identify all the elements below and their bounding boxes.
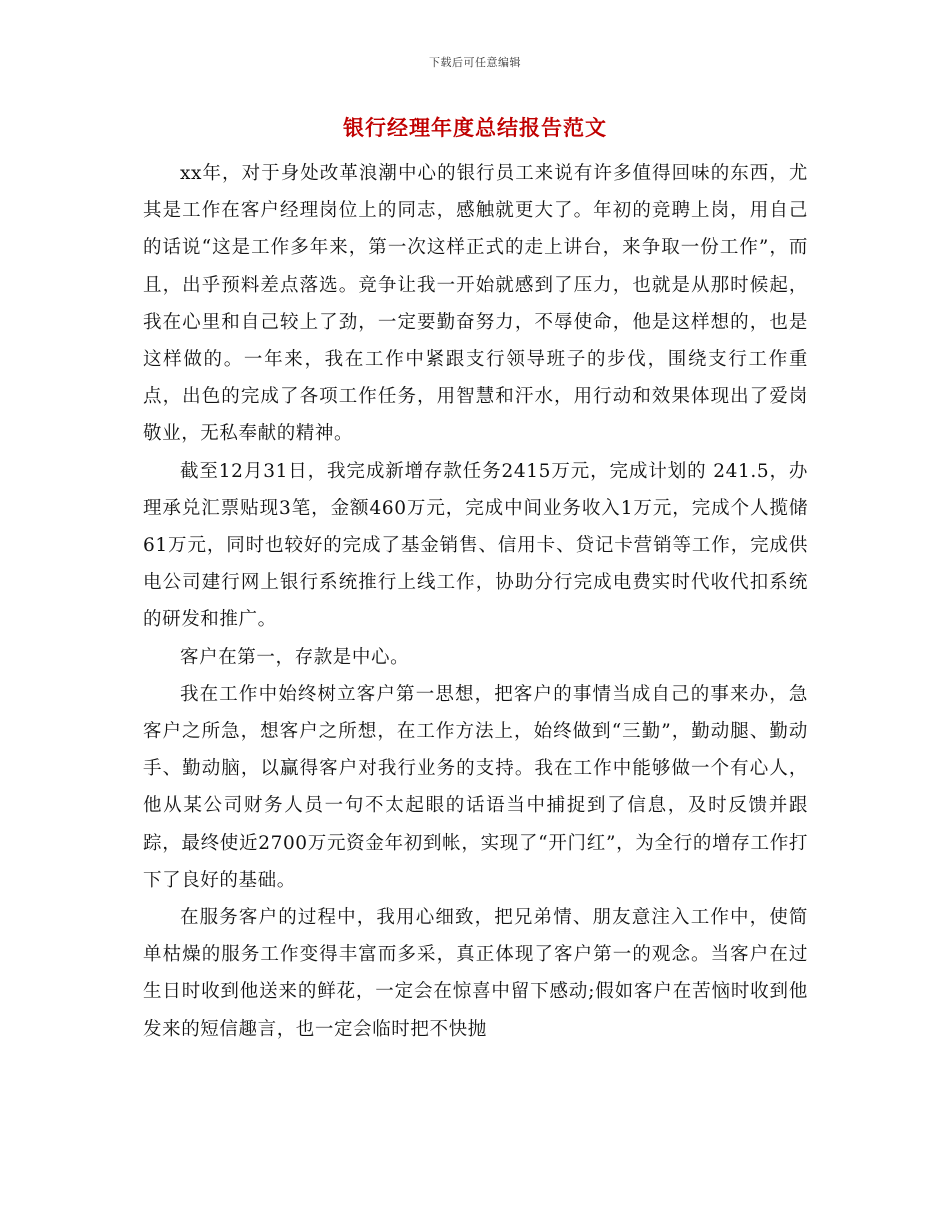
paragraph-results: 截至12月31日，我完成新增存款任务2415万元，完成计划的 241.5，办理承兑汇票贴现3笔，金额460万元，完成中间业务收入1万元，完成个人揽储61万元，同时也较好的完成了基金销售、信用卡、贷记卡营销等工作，完成供电公司建行网上银行系统推行上线工作，协助分行完成电费实时代收代扣系统的研发和推广。 — [143, 460, 808, 631]
header-note: 下载后可任意编辑 — [429, 56, 521, 69]
paragraph-intro: xx年，对于身处改革浪潮中心的银行员工来说有许多值得回味的东西，尤其是工作在客户经理岗位上的同志，感触就更大了。年初的竞聘上岗，用自己的话说“这是工作多年来，第一次这样正式的走上讲台，来争取一份工作”，而且，出乎预料差点落选。竞争让我一开始就感到了压力，也就是从那时候起，我在心里和自己较上了劲，一定要勤奋努力，不辱使命，他是这样想的，也是这样做的。一年来，我在工作中紧跟支行领导班子的步伐，围绕支行工作重点，出色的完成了各项工作任务，用智慧和汗水，用行动和效果体现出了爱岗敬业，无私奉献的精神。 — [143, 163, 808, 445]
paragraph-customer-thinking: 我在工作中始终树立客户第一思想，把客户的事情当成自己的事来办，急客户之所急，想客户之所想，在工作方法上，始终做到“三勤”，勤动腿、勤动手、勤动脑，以赢得客户对我行业务的支持。我在工作中能够做一个有心人，他从某公司财务人员一句不太起眼的话语当中捕捉到了信息，及时反馈并跟踪，最终使近2700万元资金年初到帐，实现了“开门红”，为全行的增存工作打下了良好的基础。 — [143, 683, 808, 891]
document-body — [143, 155, 808, 1048]
document-title: 银行经理年度总结报告范文 — [343, 115, 607, 140]
paragraph-service: 在服务客户的过程中，我用心细致，把兄弟情、朋友意注入工作中，使简单枯燥的服务工作变得丰富而多采，真正体现了客户第一的观念。当客户在过生日时收到他送来的鲜花，一定会在惊喜中留下感动;假如客户在苦恼时收到他发来的短信趣言，也一定会临时把不快抛 — [143, 907, 808, 1040]
paragraph-heading-customer-first: 客户在第一，存款是中心。 — [180, 646, 410, 668]
